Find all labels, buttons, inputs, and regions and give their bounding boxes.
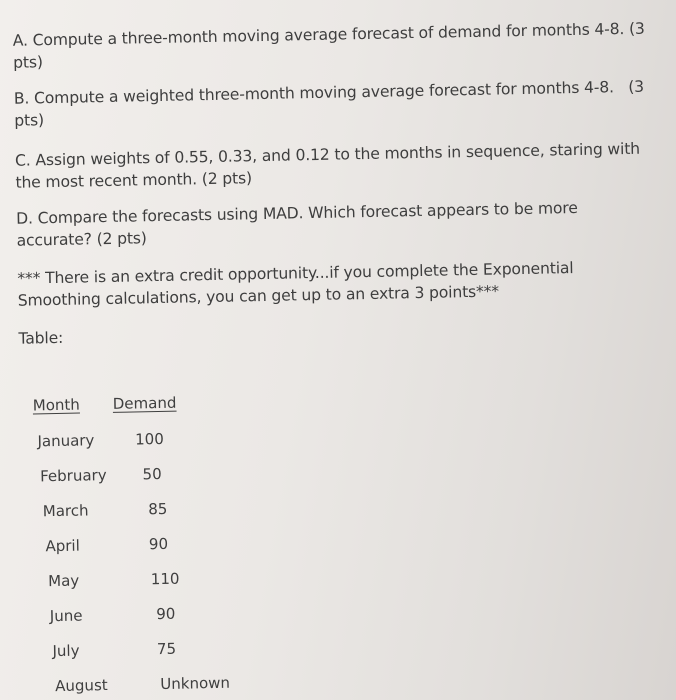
table-cell-month: January [37, 431, 95, 451]
question-b: B. Compute a weighted three-month moving average forecast for months 4-8. (3 pts) [13, 77, 649, 130]
table-cell-month: July [52, 641, 80, 661]
question-a: A. Compute a three-month moving average forecast of demand for months 4-8. (3 pts) [12, 19, 650, 72]
table-label: Table: [18, 328, 64, 348]
table-cell-month: April [45, 536, 80, 556]
table-cell-demand: 75 [156, 639, 177, 659]
table-cell-demand: 100 [134, 429, 164, 449]
table-header-month: Month [32, 395, 80, 415]
table-cell-month: February [39, 466, 107, 486]
table-cell-demand: 50 [142, 464, 162, 484]
table-cell-month: June [49, 606, 83, 626]
question-d: D. Compare the forecasts using MAD. Which forecast appears to be more accurate? (2 pts) [16, 198, 583, 250]
table-cell-month: August [55, 676, 108, 696]
table-cell-month: May [47, 571, 80, 591]
question-c: C. Assign weights of 0.55, 0.33, and 0.12 to the months in sequence, staring with the most recent month. (2 pts) [14, 139, 645, 192]
table-cell-demand: 90 [148, 534, 169, 554]
table-cell-demand: 85 [148, 499, 168, 519]
table-cell-demand: 110 [150, 569, 180, 589]
table-cell-demand: 90 [156, 604, 176, 624]
table-cell-month: March [42, 501, 89, 521]
extra-credit-note: *** There is an extra credit opportunity...if you complete the Exponential Smoothing calculations, you can get up to an extra 3 points*** [17, 258, 579, 310]
table-cell-demand: Unknown [160, 673, 231, 694]
table-header-demand: Demand [112, 393, 177, 413]
